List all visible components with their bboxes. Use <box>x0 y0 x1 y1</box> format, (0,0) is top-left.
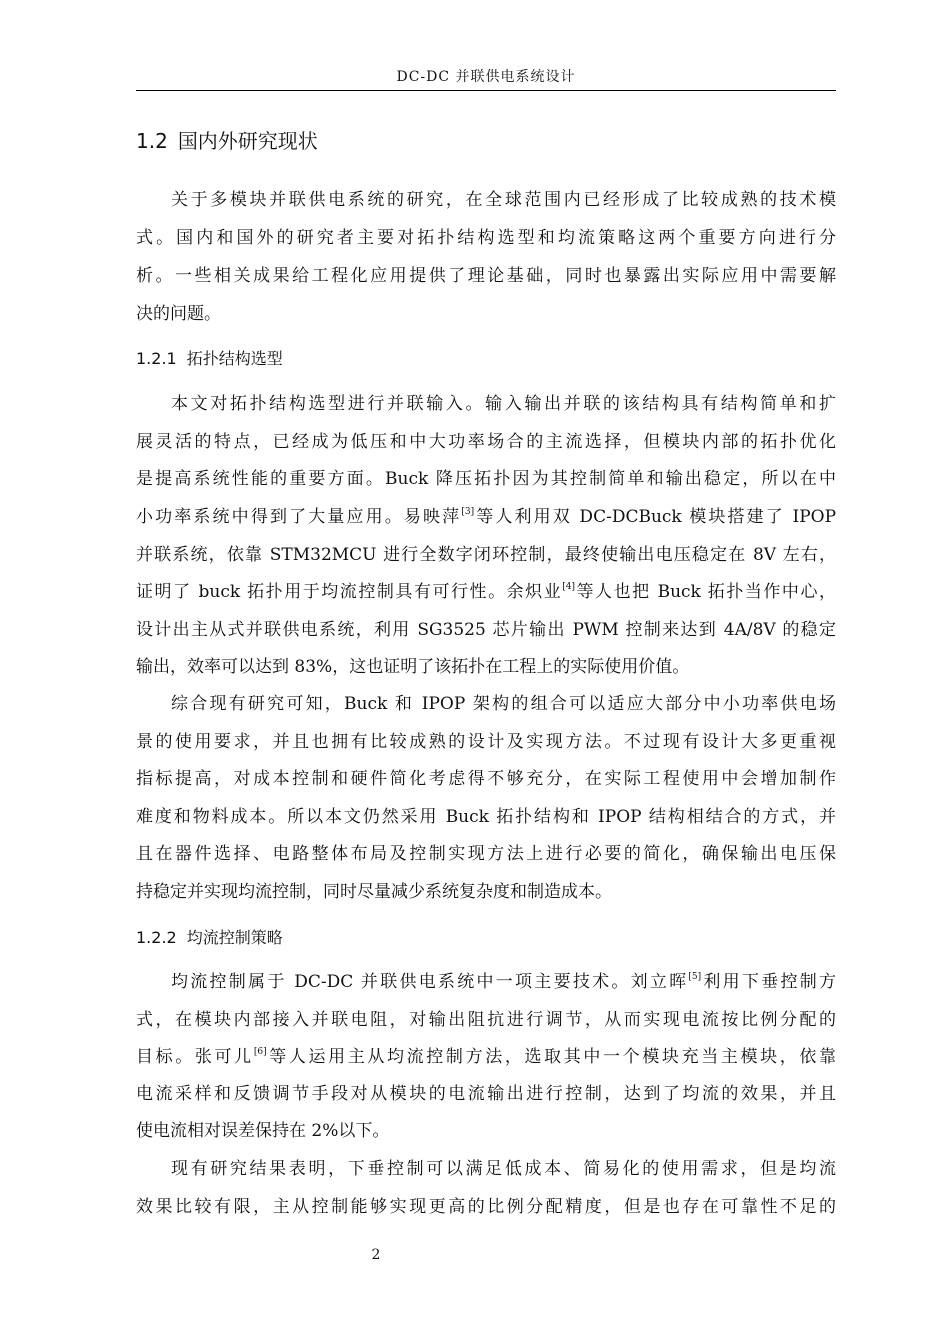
subsection-title: 拓扑结构选型 <box>186 349 283 368</box>
p3-text: 利用下垂控制方 <box>701 972 836 992</box>
citation-ref: [3] <box>461 507 475 517</box>
p1-line-8: 输出，效率可以达到 83%，这也证明了该拓扑在工程上的实际使用价值。 <box>136 657 690 677</box>
section-title: 国内外研究现状 <box>177 129 318 153</box>
p3-line-5: 使电流相对误差保持在 2%以下。 <box>136 1121 390 1141</box>
p1-line-3: 是提高系统性能的重要方面。Buck 降压拓扑因为其控制简单和输出稳定，所以在中 <box>136 469 836 489</box>
p1-text: 证明了 buck 拓扑用于均流控制具有可行性。余炽业 <box>136 582 563 602</box>
intro-line-3: 析。一些相关成果给工程化应用提供了理论基础，同时也暴露出实际应用中需要解 <box>136 266 836 286</box>
p2-line-3: 指标提高，对成本控制和硬件简化考虑得不够充分，在实际工程使用中会增加制作 <box>136 769 836 789</box>
intro-line-1: 关于多模块并联供电系统的研究，在全球范围内已经形成了比较成熟的技术模 <box>171 190 836 210</box>
p2-line-4: 难度和物料成本。所以本文仍然采用 Buck 拓扑结构和 IPOP 结构相结合的方式，并 <box>136 807 836 827</box>
p1-line-4 <box>136 505 836 529</box>
p2-line-1: 综合现有研究可知，Buck 和 IPOP 架构的组合可以适应大部分中小功率供电场 <box>171 694 836 714</box>
citation-ref: [6] <box>253 1047 267 1057</box>
p4-line-1: 现有研究结果表明，下垂控制可以满足低成本、简易化的使用需求，但是均流 <box>171 1159 836 1179</box>
p2-line-6: 持稳定并实现均流控制，同时尽量减少系统复杂度和制造成本。 <box>136 882 612 902</box>
p3-line-2: 式，在模块内部接入并联电阻，对输出阻抗进行调节，从而实现电流按比例分配的 <box>136 1010 836 1030</box>
section-heading <box>136 125 318 154</box>
subsection-number: 1.2.1 <box>136 349 177 368</box>
intro-line-4: 决的问题。 <box>136 304 221 324</box>
p3-line-4: 电流采样和反馈调节手段对从模块的电流输出进行控制，达到了均流的效果，并且 <box>136 1084 836 1104</box>
citation-ref: [4] <box>562 582 575 592</box>
section-number: 1.2 <box>136 129 168 153</box>
p1-line-6 <box>136 580 836 604</box>
p3-text: 等人运用主从均流控制方法，选取其中一个模块充当主模块，依靠 <box>266 1047 837 1067</box>
subsection-heading-2 <box>136 925 283 948</box>
p1-text: 等人也把 Buck 拓扑当作中心， <box>574 582 836 602</box>
p1-line-1: 本文对拓扑结构选型进行并联输入。输入输出并联的该结构具有结构简单和扩 <box>171 394 836 414</box>
header-rule <box>136 90 836 91</box>
p3-line-1 <box>171 970 836 994</box>
intro-line-2: 式。国内和国外的研究者主要对拓扑结构选型和均流策略这两个重要方向进行分 <box>136 228 836 248</box>
p3-line-3 <box>136 1045 836 1069</box>
p1-line-2: 展灵活的特点，已经成为低压和中大功率场合的主流选择，但模块内部的拓扑优化 <box>136 432 836 452</box>
p4-line-2: 效果比较有限，主从控制能够实现更高的比例分配精度，但是也存在可靠性不足的 <box>136 1197 836 1217</box>
page-number: 2 <box>371 1247 381 1263</box>
subsection-number: 1.2.2 <box>136 928 177 947</box>
subsection-title: 均流控制策略 <box>186 928 283 947</box>
p2-line-5: 且在器件选择、电路整体布局及控制实现方法上进行必要的简化，确保输出电压保 <box>136 844 836 864</box>
p1-text: 小功率系统中得到了大量应用。易映萍 <box>136 507 462 527</box>
p3-text: 目标。张可儿 <box>136 1047 254 1067</box>
p1-line-5: 并联系统，依靠 STM32MCU 进行全数字闭环控制，最终使输出电压稳定在 8V 左右， <box>136 545 836 565</box>
subsection-heading-1 <box>136 346 283 369</box>
p1-text: 等人利用双 DC-DCBuck 模块搭建了 IPOP <box>474 507 837 527</box>
p3-text: 均流控制属于 DC-DC 并联供电系统中一项主要技术。刘立晖 <box>171 972 689 992</box>
p1-line-7: 设计出主从式并联供电系统，利用 SG3525 芯片输出 PWM 控制来达到 4A/8V 的稳定 <box>136 620 836 640</box>
running-header: DC-DC 并联供电系统设计 <box>396 69 576 85</box>
citation-ref: [5] <box>688 972 702 982</box>
p2-line-2: 景的使用要求，并且也拥有比较成熟的设计及实现方法。不过现有设计大多更重视 <box>136 732 836 752</box>
